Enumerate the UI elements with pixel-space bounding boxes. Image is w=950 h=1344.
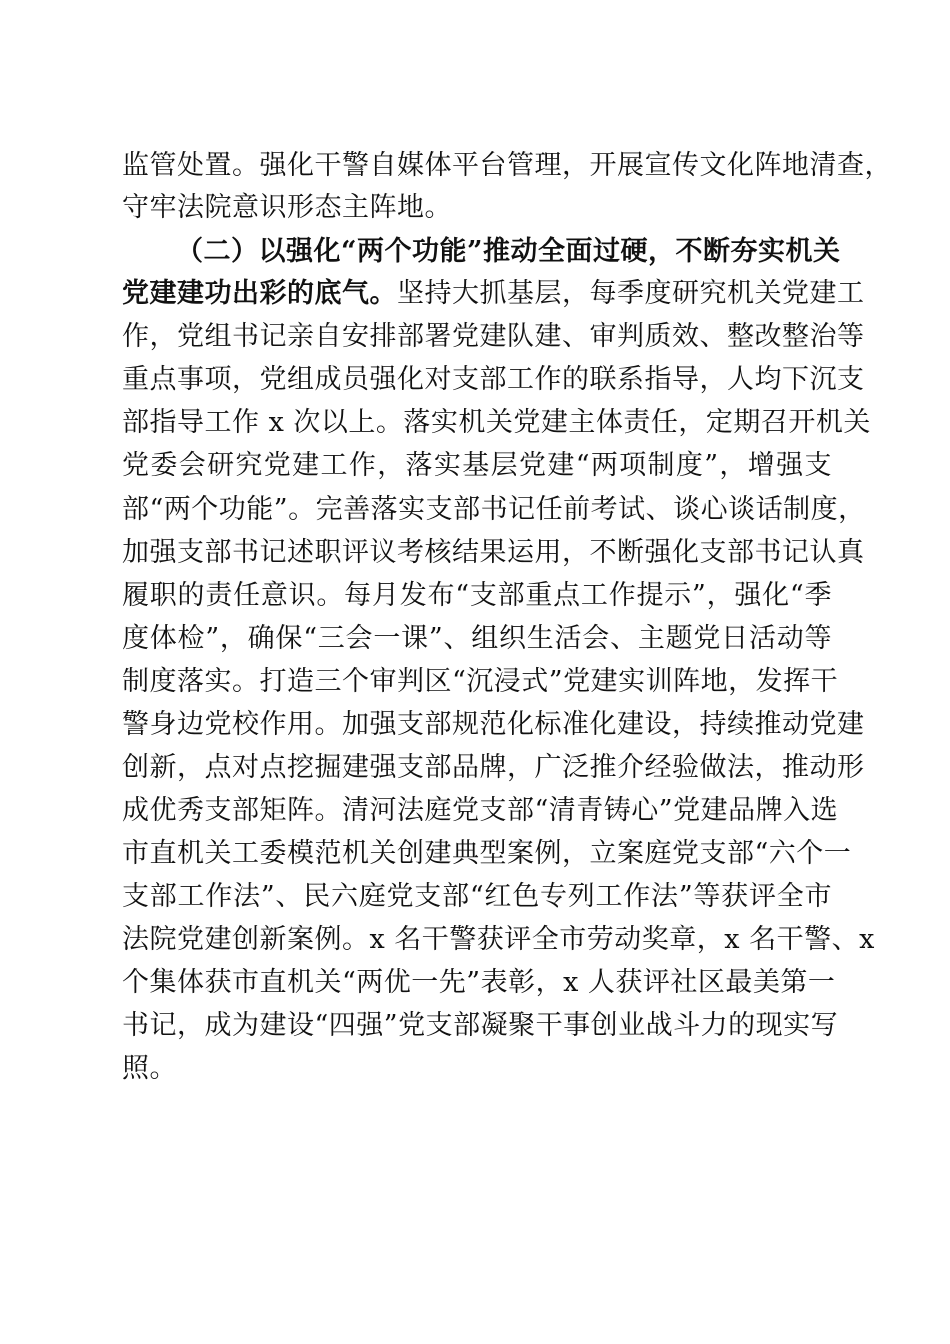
paragraph-line	[122, 274, 865, 314]
paragraph-line: 守牢法院意识形态主阵地。	[122, 192, 452, 223]
section-heading-line: （二）以强化“两个功能”推动全面过硬，不断夯实机关	[176, 236, 841, 267]
paragraph-line: 市直机关工委模范机关创建典型案例，立案庭党支部“六个一	[122, 838, 852, 869]
paragraph-text: 坚持大抓基层，每季度研究机关党建工	[397, 278, 865, 309]
paragraph-line: 加强支部书记述职评议考核结果运用，不断强化支部书记认真	[122, 537, 865, 568]
paragraph-line: 履职的责任意识。每月发布“支部重点工作提示”，强化“季	[122, 580, 832, 611]
paragraph-line: 法院党建创新案例。x 名干警获评全市劳动奖章，x 名干警、x	[122, 924, 875, 955]
paragraph-line: 成优秀支部矩阵。清河法庭党支部“清青铸心”党建品牌入选	[122, 795, 839, 826]
paragraph-line: 书记，成为建设“四强”党支部凝聚干事创业战斗力的现实写	[122, 1010, 839, 1041]
paragraph-line: 支部工作法”、民六庭党支部“红色专列工作法”等获评全市	[122, 881, 832, 912]
paragraph-line: 作，党组书记亲自安排部署党建队建、审判质效、整改整治等	[122, 321, 865, 352]
paragraph-line: 部指导工作 x 次以上。落实机关党建主体责任，定期召开机关	[122, 407, 871, 438]
paragraph-line: 重点事项，党组成员强化对支部工作的联系指导，人均下沉支	[122, 364, 865, 395]
paragraph-line: 创新，点对点挖掘建强支部品牌，广泛推介经验做法，推动形	[122, 752, 865, 783]
paragraph-line: 部“两个功能”。完善落实支部书记任前考试、谈心谈话制度，	[122, 494, 866, 525]
paragraph-line: 个集体获市直机关“两优一先”表彰，x 人获评社区最美第一	[122, 967, 836, 998]
section-heading-tail: 党建建功出彩的底气。	[122, 278, 397, 309]
paragraph-line: 监管处置。强化干警自媒体平台管理，开展宣传文化阵地清查，	[122, 150, 892, 181]
paragraph-line: 制度落实。打造三个审判区“沉浸式”党建实训阵地，发挥干	[122, 666, 839, 697]
paragraph-line: 警身边党校作用。加强支部规范化标准化建设，持续推动党建	[122, 709, 865, 740]
paragraph-line: 照。	[122, 1053, 177, 1084]
paragraph-line: 党委会研究党建工作，落实基层党建“两项制度”，增强支	[122, 450, 832, 481]
paragraph-line: 度体检”，确保“三会一课”、组织生活会、主题党日活动等	[122, 623, 832, 654]
